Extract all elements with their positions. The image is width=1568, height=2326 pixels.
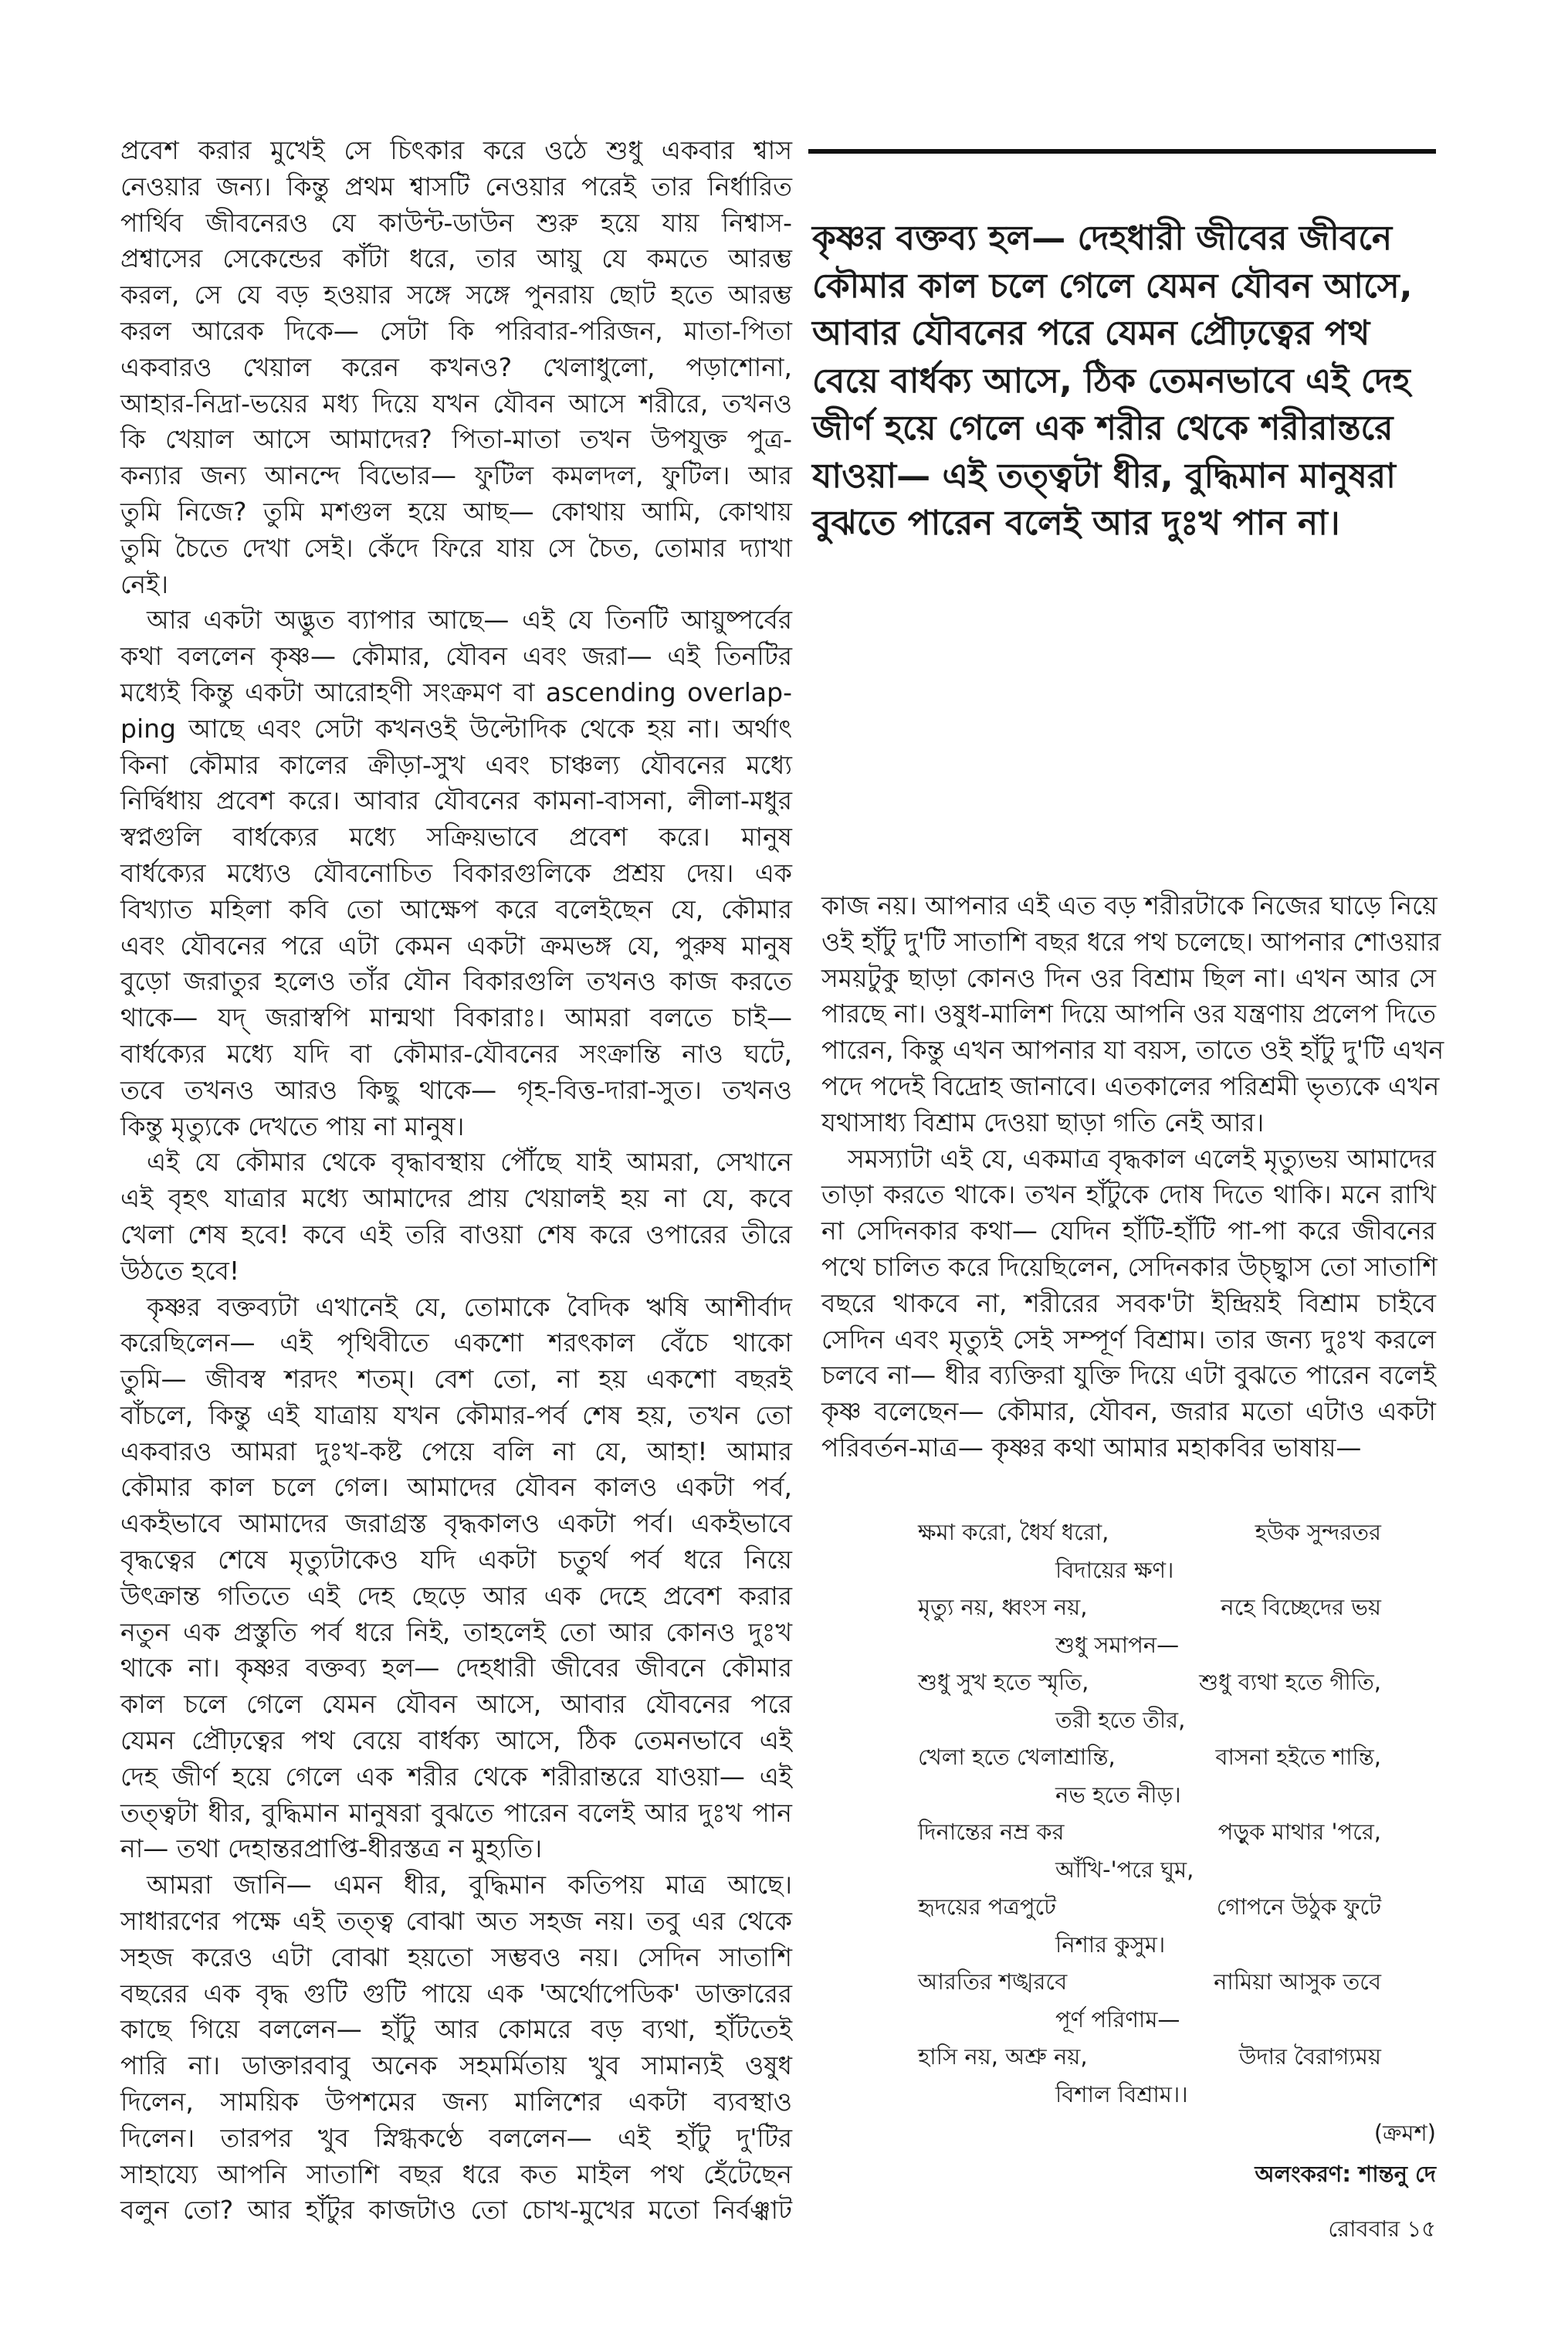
- text-line: এই যে কৌমার থেকে বৃদ্ধাবস্থায় পৌঁছে যাই আমরা, সেখানে: [147, 1147, 792, 1178]
- poem-row: [918, 1926, 1381, 1964]
- text-line: নির্দ্বিধায় প্রবেশ করে। আবার যৌবনের কামনা-বাসনা, লীলা-মধুর: [120, 785, 792, 816]
- text-line: কৃষ্ণর বক্তব্যটা এখানেই যে, তোমাকে বৈদিক ঋষি আশীর্বাদ: [147, 1291, 792, 1322]
- poem-line-center: বিশাল বিশ্রাম।।: [1055, 2080, 1188, 2107]
- text-line: ping আছে এবং সেটা কখনওই উল্টোদিক থেকে হয় না। অর্থাৎ: [120, 713, 792, 744]
- text-line: না— তথা দেহান্তরপ্রাপ্তি-ধীরস্তত্র ন মুহ্যতি।: [120, 1833, 543, 1864]
- text-line: তুমি নিজে? তুমি মশগুল হয়ে আছ— কোথায় আমি, কোথায়: [120, 496, 792, 527]
- text-line: একইভাবে আমাদের জরাগ্রস্ত বৃদ্ধকালও একটা পর্ব। একইভাবে: [120, 1508, 792, 1539]
- text-line: যথাসাধ্য বিশ্রাম দেওয়া ছাড়া গতি নেই আর।: [821, 1107, 1265, 1138]
- text-line: তাড়া করতে থাকে। তখন হাঁটুকে দোষ দিতে থাকি। মনে রাখি: [821, 1179, 1436, 1210]
- text-line: নতুন এক প্রস্তুতি পর্ব ধরে নিই, তাহলেই তো আর কোনও দুঃখ: [120, 1616, 792, 1647]
- text-line: উৎক্রান্ত গতিতে এই দেহ ছেড়ে আর এক দেহে প্রবেশ করার: [120, 1580, 792, 1611]
- text-line: সেদিন এবং মৃত্যুই সেই সম্পূর্ণ বিশ্রাম। তার জন্য দুঃখ করলে: [821, 1324, 1436, 1355]
- text-line: থাকে না। কৃষ্ণর বক্তব্য হল— দেহধারী জীবের জীবনে কৌমার: [120, 1653, 792, 1683]
- poem-line-right: নামিয়া আসুক তবে: [1214, 1968, 1381, 1995]
- text-line: বুড়ো জরাতুর হলেও তাঁর যৌন বিকারগুলি তখনও কাজ করতে: [120, 966, 792, 997]
- text-line: পারেন, কিন্তু এখন আপনার যা বয়স, তাতে ওই হাঁটু দু'টি এখন: [821, 1035, 1444, 1066]
- text-line: আহার-নিদ্রা-ভয়ের মধ্য দিয়ে যখন যৌবন আসে শরীরে, তখনও: [120, 388, 792, 419]
- text-line: আর একটা অদ্ভুত ব্যাপার আছে— এই যে তিনটি আয়ুষ্পর্বের: [147, 605, 792, 636]
- text-line: মধ্যেই কিন্তু একটা আরোহণী সংক্রমণ বা ascending overlap-: [120, 676, 792, 707]
- pull-quote-rule: [808, 149, 1436, 154]
- text-line: বছরে থাকবে না, শরীরের সবক'টা ইন্দ্রিয়ই বিশ্রাম চাইবে: [821, 1287, 1436, 1318]
- text-line: কৌমার কাল চলে গেল। আমাদের যৌবন কালও একটা পর্ব,: [120, 1472, 792, 1503]
- poem-line-center: শুধু সমাপন—: [1055, 1631, 1180, 1658]
- text-line: একবারও আমরা দুঃখ-কষ্ট পেয়ে বলি না যে, আহা! আমার: [120, 1436, 792, 1466]
- text-line: পার্থিব জীবনেরও যে কাউন্ট-ডাউন শুরু হয়ে যায় নিশ্বাস-: [120, 207, 792, 238]
- pull-quote-line: যাওয়া— এই তত্ত্বটা ধীর, বুদ্ধিমান মানুষরা: [812, 456, 1396, 496]
- poem-row: [918, 1663, 1381, 1701]
- poem-row: [918, 1551, 1381, 1589]
- text-line: দিলেন, সাময়িক উপশমের জন্য মালিশের একটা ব্যবস্থাও: [120, 2087, 792, 2117]
- poem-line-right: নহে বিচ্ছেদের ভয়: [1221, 1594, 1381, 1620]
- text-line: না সেদিনকার কথা— যেদিন হাঁটি-হাঁটি পা-পা করে জীবনের: [821, 1216, 1436, 1246]
- poem-line-left: হাসি নয়, অশ্রু নয়,: [918, 2043, 1088, 2070]
- text-line: কন্যার জন্য আনন্দে বিভোর— ফুটিল কমলদল, ফুটিল। আর: [120, 460, 792, 491]
- text-line: বলুন তো? আর হাঁটুর কাজটাও তো চোখ-মুখের মতো নির্বঞ্ঝাট: [120, 2195, 792, 2226]
- pull-quote-line: কৌমার কাল চলে গেলে যেমন যৌবন আসে,: [812, 266, 1413, 306]
- text-line: এই বৃহৎ যাত্রার মধ্যে আমাদের প্রায় খেয়ালই হয় না যে, কবে: [120, 1183, 792, 1214]
- poem-row: [918, 1514, 1381, 1551]
- poem-row: [918, 2038, 1381, 2076]
- poem-line-center: বিদায়ের ক্ষণ।: [1055, 1556, 1174, 1583]
- text-line: খেলা শেষ হবে! কবে এই তরি বাওয়া শেষ করে ওপারের তীরে: [120, 1219, 792, 1249]
- text-line: করেছিলেন— এই পৃথিবীতে একশো শরৎকাল বেঁচে থাকো: [120, 1327, 792, 1358]
- text-line: প্রবেশ করার মুখেই সে চিৎকার করে ওঠে শুধু একবার শ্বাস: [120, 135, 792, 165]
- text-line: কি খেয়াল আসে আমাদের? পিতা-মাতা তখন উপযুক্ত পুত্র-: [120, 424, 792, 455]
- text-line: এবং যৌবনের পরে এটা কেমন একটা ক্রমভঙ্গ যে, পুরুষ মানুষ: [120, 930, 792, 961]
- text-line: বছরের এক বৃদ্ধ গুটি গুটি পায়ে এক 'অর্থোপেডিক' ডাক্তারের: [120, 1978, 792, 2009]
- poem-line-center: নিশার কুসুম।: [1055, 1931, 1166, 1958]
- text-line: সময়টুকু ছাড়া কোনও দিন ওর বিশ্রাম ছিল না। এখন আর সে: [821, 962, 1436, 993]
- text-line: সাধারণের পক্ষে এই তত্ত্ব বোঝা অত সহজ নয়। তবু এর থেকে: [120, 1906, 792, 1937]
- poem-row: [918, 1888, 1381, 1926]
- text-line: কিনা কৌমার কালের ক্রীড়া-সুখ এবং চাঞ্চল্য যৌবনের মধ্যে: [120, 749, 792, 780]
- poem-line-left: খেলা হতে খেলাশ্রান্তি,: [918, 1744, 1116, 1770]
- pull-quote: [812, 215, 1438, 548]
- poem-line-center: পূর্ণ পরিণাম—: [1055, 2006, 1180, 2033]
- text-line: চলবে না— ধীর ব্যক্তিরা যুক্তি দিয়ে এটা বুঝতে পারেন বলেই: [821, 1360, 1436, 1391]
- poem-row: [918, 1963, 1381, 2001]
- text-line: নেই।: [120, 568, 169, 599]
- text-line: সহজ করেও এটা বোঝা হয়তো সম্ভবও নয়। সেদিন সাতাশি: [120, 1941, 792, 1972]
- text-line: তুমি চৈতে দেখা সেই। কেঁদে ফিরে যায় সে চৈত, তোমার দ্যাখা: [120, 532, 792, 563]
- poem-line-right: পড়ুক মাথার 'পরে,: [1217, 1819, 1381, 1845]
- poem-row: [918, 1589, 1381, 1626]
- poem-line-center: আঁখি-'পরে ঘুম,: [1055, 1856, 1194, 1883]
- text-line: কাজ নয়। আপনার এই এত বড় শরীরটাকে নিজের ঘাড়ে নিয়ে: [821, 890, 1438, 921]
- poem-line-right: বাসনা হইতে শান্তি,: [1215, 1744, 1381, 1770]
- poem-row: [918, 1701, 1381, 1739]
- text-line: প্রশ্বাসের সেকেন্ডের কাঁটা ধরে, তার আয়ু যে কমতে আরম্ভ: [120, 243, 792, 274]
- pull-quote-line: কৃষ্ণর বক্তব্য হল— দেহধারী জীবের জীবনে: [812, 219, 1393, 258]
- pull-quote-line: আবার যৌবনের পরে যেমন প্রৌঢ়ত্বের পথ: [812, 314, 1370, 353]
- right-column: [821, 888, 1444, 1466]
- text-line: নেওয়ার জন্য। কিন্তু প্রথম শ্বাসটি নেওয়ার পরেই তার নির্ধারিত: [120, 171, 792, 202]
- text-line: কিন্তু মৃত্যুকে দেখতে পায় না মানুষ।: [120, 1110, 465, 1141]
- text-line: স্বপ্নগুলি বার্ধক্যের মধ্যে সক্রিয়ভাবে প্রবেশ করে। মানুষ: [120, 822, 792, 853]
- text-line: কৃষ্ণ বলেছেন— কৌমার, যৌবন, জরার মতো এটাও একটা: [821, 1396, 1436, 1427]
- text-line: পারি না। ডাক্তারবাবু অনেক সহমর্মিতায় খুব সামান্যই ওষুধ: [120, 2050, 792, 2081]
- poem-row: [918, 2001, 1381, 2039]
- poem-row: [918, 1813, 1381, 1851]
- text-line: ওই হাঁটু দু'টি সাতাশি বছর ধরে পথ চলেছে। আপনার শোওয়ার: [821, 926, 1441, 957]
- poem-line-left: শুধু সুখ হতে স্মৃতি,: [918, 1669, 1089, 1695]
- poem-line-right: হউক সুন্দরতর: [1255, 1519, 1381, 1545]
- poem-line-center: তরী হতে তীর,: [1055, 1706, 1186, 1733]
- text-line: বাঁচলে, কিন্তু এই যাত্রায় যখন কৌমার-পর্ব শেষ হয়, তখন তো: [120, 1399, 792, 1430]
- text-line: দিলেন। তারপর খুব স্নিগ্ধকণ্ঠে বললেন— এই হাঁটু দু'টির: [120, 2122, 792, 2153]
- text-line: কথা বললেন কৃষ্ণ— কৌমার, যৌবন এবং জরা— এই তিনটির: [120, 641, 792, 672]
- text-line: তুমি— জীবস্ব শরদং শতম্। বেশ তো, না হয় একশো বছরই: [120, 1364, 792, 1395]
- poem-row: [918, 1776, 1381, 1814]
- pull-quote-line: বেয়ে বার্ধক্য আসে, ঠিক তেমনভাবে এই দেহ: [812, 361, 1411, 401]
- text-line: পারছে না। ওষুধ-মালিশ দিয়ে আপনি ওর যন্ত্রণায় প্রলেপ দিতে: [821, 999, 1436, 1029]
- text-line: কাছে গিয়ে বললেন— হাঁটু আর কোমরে বড় ব্যথা, হাঁটতেই: [120, 2014, 792, 2045]
- page-footer: রোববার ১৫: [1328, 2216, 1436, 2242]
- poem-line-right: গোপনে উঠুক ফুটে: [1216, 1894, 1381, 1920]
- poem-line-left: ক্ষমা করো, ধৈর্য ধরো,: [918, 1519, 1109, 1545]
- text-line: তত্ত্বটা ধীর, বুদ্ধিমান মানুষরা বুঝতে পারেন বলেই আর দুঃখ পান: [120, 1797, 792, 1828]
- pull-quote-line: বুঝতে পারেন বলেই আর দুঃখ পান না।: [812, 504, 1340, 543]
- pull-quote-line: জীর্ণ হয়ে গেলে এক শরীর থেকে শরীরান্তরে: [812, 409, 1394, 448]
- poem-line-left: দিনান্তের নম্র কর: [918, 1819, 1065, 1845]
- continued-label: (ক্রমশ): [1373, 2120, 1436, 2146]
- text-line: বার্ধক্যের মধ্যে যদি বা কৌমার-যৌবনের সংক্রান্তি নাও ঘটে,: [120, 1038, 792, 1069]
- poem-row: [918, 1626, 1381, 1664]
- text-line: করল, সে যে বড় হওয়ার সঙ্গে সঙ্গে পুনরায় ছোট হতে আরম্ভ: [120, 280, 792, 310]
- poem-line-left: আরতির শঙ্খরবে: [918, 1968, 1068, 1995]
- text-line: দেহ জীর্ণ হয়ে গেলে এক শরীর থেকে শরীরান্তরে যাওয়া— এই: [120, 1761, 792, 1792]
- text-line: যেমন প্রৌঢ়ত্বের পথ বেয়ে বার্ধক্য আসে, ঠিক তেমনভাবে এই: [120, 1725, 792, 1756]
- text-line: সাহায্যে আপনি সাতাশি বছর ধরে কত মাইল পথ হেঁটেছেন: [120, 2158, 792, 2189]
- poem-row: [918, 1851, 1381, 1889]
- text-line: থাকে— যদ্ জরাস্বপি মান্মথা বিকারাঃ। আমরা বলতে চাই—: [120, 1002, 792, 1033]
- text-line: উঠতে হবে!: [120, 1255, 240, 1286]
- text-line: বিখ্যাত মহিলা কবি তো আক্ষেপ করে বলেইছেন যে, কৌমার: [120, 893, 792, 924]
- poem: [918, 1514, 1381, 2113]
- poem-line-right: উদার বৈরাগ্যময়: [1238, 2043, 1381, 2070]
- text-line: বার্ধক্যের মধ্যেও যৌবনোচিত বিকারগুলিকে প্রশ্রয় দেয়। এক: [120, 857, 792, 888]
- text-line: কাল চলে গেলে যেমন যৌবন আসে, আবার যৌবনের পরে: [120, 1689, 792, 1720]
- text-line: পথে চালিত করে দিয়েছিলেন, সেদিনকার উচ্ছ্বাস তো সাতাশি: [821, 1251, 1438, 1282]
- poem-line-center: নভ হতে নীড়।: [1055, 1781, 1181, 1808]
- text-line: পদে পদেই বিদ্রোহ জানাবে। এতকালের পরিশ্রমী ভৃত্যকে এখন: [821, 1070, 1440, 1101]
- left-column: [120, 133, 792, 2229]
- poem-line-left: মৃত্যু নয়, ধ্বংস নয়,: [918, 1594, 1088, 1620]
- text-line: সমস্যাটা এই যে, একমাত্র বৃদ্ধকাল এলেই মৃত্যুভয় আমাদের: [848, 1143, 1436, 1174]
- poem-row: [918, 1738, 1381, 1776]
- text-line: বৃদ্ধত্বের শেষে মৃত্যুটাকেও যদি একটা চতুর্থ পর্ব ধরে নিয়ে: [120, 1544, 792, 1575]
- text-line: তবে তখনও আরও কিছু থাকে— গৃহ-বিত্ত-দারা-সুত। তখনও: [120, 1074, 792, 1105]
- poem-line-right: শুধু ব্যথা হতে গীতি,: [1199, 1669, 1381, 1695]
- illustration-credit: অলংকরণ: শান্তনু দে: [1255, 2161, 1436, 2187]
- text-line: পরিবর্তন-মাত্র— কৃষ্ণর কথা আমার মহাকবির ভাষায়—: [821, 1432, 1362, 1463]
- text-line: করল আরেক দিকে— সেটা কি পরিবার-পরিজন, মাতা-পিতা: [120, 315, 792, 346]
- text-line: আমরা জানি— এমন ধীর, বুদ্ধিমান কতিপয় মাত্র আছে।: [147, 1870, 792, 1900]
- poem-line-left: হৃদয়ের পত্রপুটে: [918, 1894, 1056, 1920]
- poem-row: [918, 2076, 1381, 2114]
- text-line: একবারও খেয়াল করেন কখনও? খেলাধুলো, পড়াশোনা,: [120, 351, 792, 382]
